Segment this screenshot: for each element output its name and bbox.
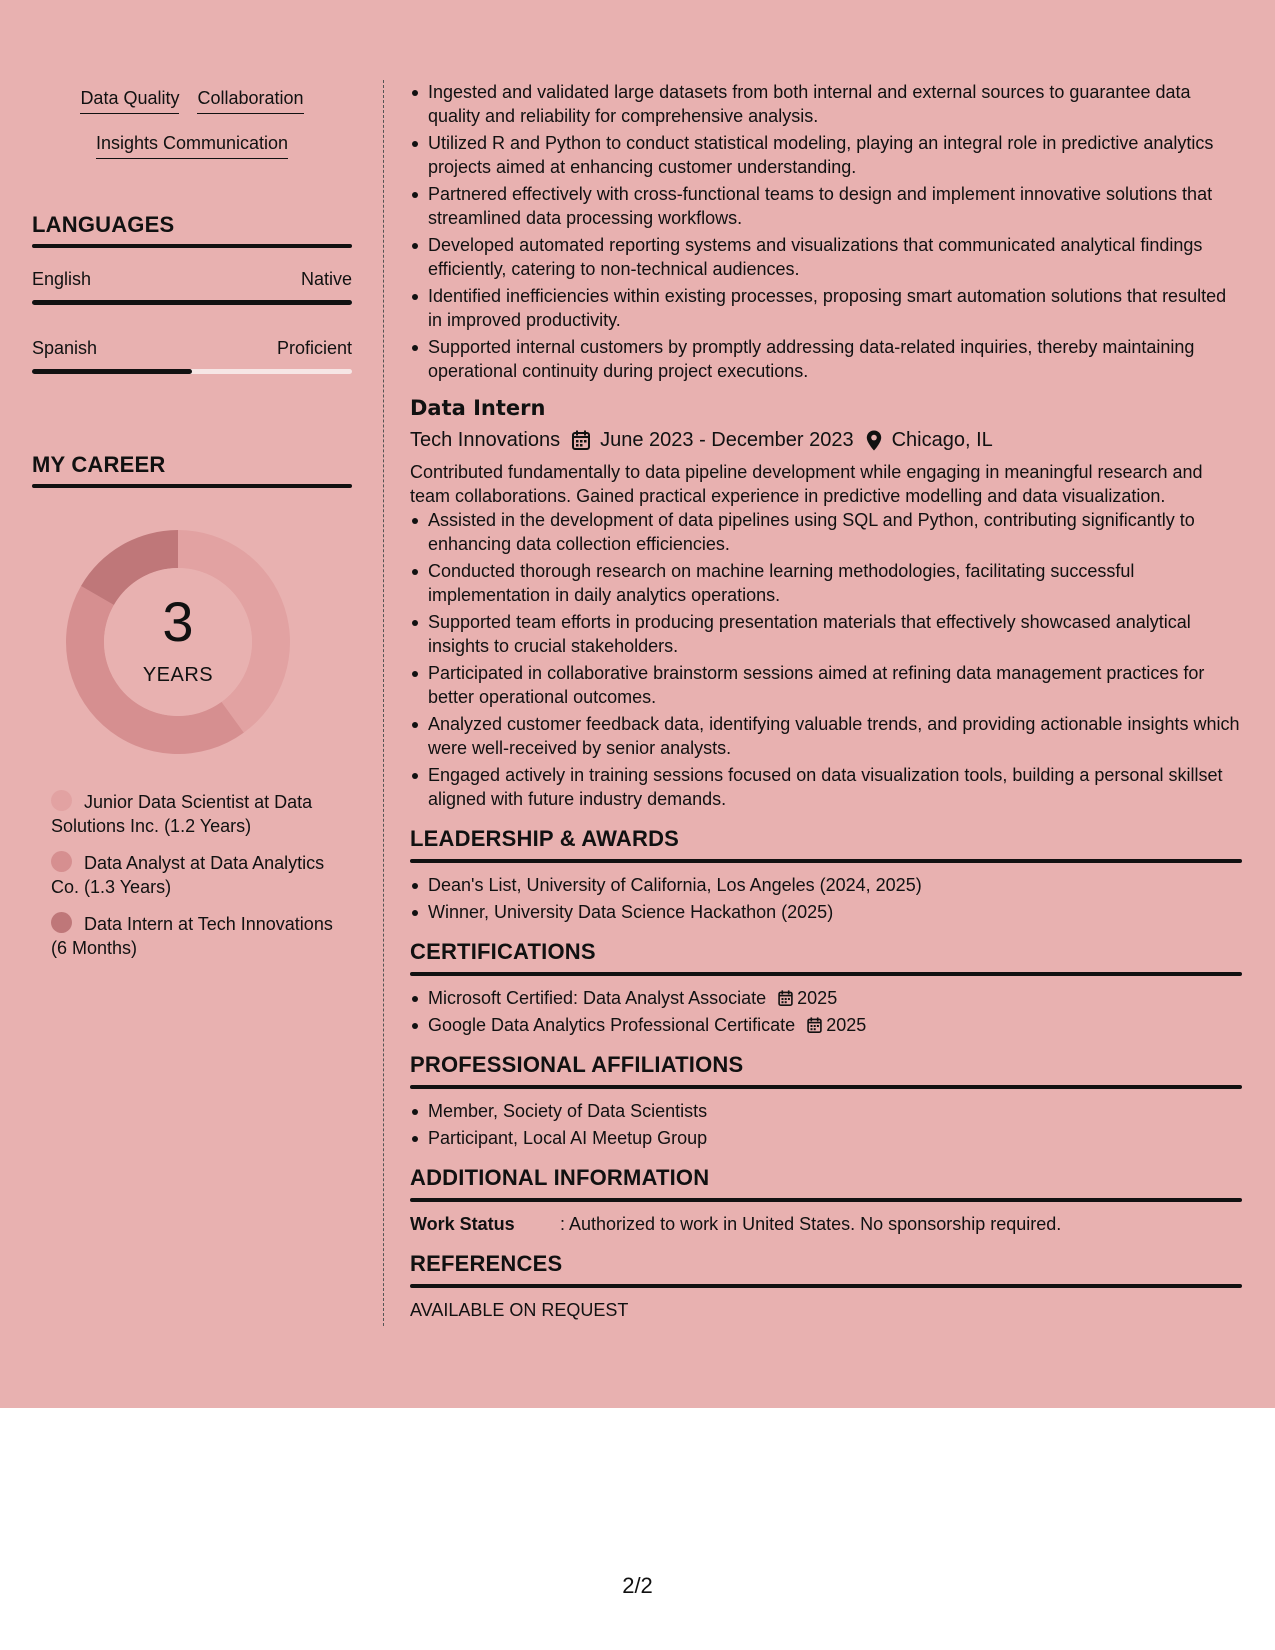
job-bullets — [410, 508, 1242, 811]
career-legend-item — [51, 790, 351, 838]
work-status-value: : Authorized to work in United States. No sponsorship required. — [560, 1214, 1062, 1234]
skills-tags — [32, 86, 352, 176]
certification-name: Google Data Analytics Professional Certificate — [428, 1015, 796, 1035]
certification-year: 2025 — [797, 988, 838, 1008]
job-location: Chicago, IL — [891, 429, 993, 451]
language-level: Native — [300, 269, 352, 289]
skill-tag: Insights Communication — [96, 131, 288, 159]
section-rule — [410, 859, 1242, 863]
leadership-section — [410, 825, 1242, 924]
certification-year: 2025 — [826, 1015, 867, 1035]
certifications-section — [410, 938, 1242, 1037]
career-legend-item — [51, 912, 351, 960]
additional-info-section — [410, 1164, 1242, 1236]
career-section-header — [32, 452, 352, 488]
bullet-item: Utilized R and Python to conduct statistical modeling, playing an integral role in predictive analytics projects aimed at enhancing customer understanding. — [410, 131, 1242, 179]
legend-swatch — [51, 912, 72, 933]
language-bar — [32, 300, 352, 305]
job-title: Data Intern — [410, 396, 546, 420]
bullet-item: Developed automated reporting systems and visualizations that communicated analytical findings efficiently, catering to non-technical audiences. — [410, 233, 1242, 281]
work-status-row — [410, 1212, 1242, 1236]
references-section — [410, 1250, 1242, 1322]
career-total-number: 3 — [162, 590, 194, 653]
calendar-icon — [778, 988, 793, 1004]
bullet-item: Assisted in the development of data pipelines using SQL and Python, contributing significantly to enhancing data collection efficiencies. — [410, 508, 1242, 556]
bullet-item: Engaged actively in training sessions focused on data visualization tools, building a personal skillset aligned with future industry demands. — [410, 763, 1242, 811]
affiliation-item: Member, Society of Data Scientists — [410, 1099, 1242, 1123]
work-status-label: Work Status — [410, 1214, 515, 1234]
previous-job-bullets — [410, 80, 1242, 383]
job-meta — [410, 426, 1242, 454]
section-title: PROFESSIONAL AFFILIATIONS — [410, 1052, 744, 1077]
language-name: Spanish — [32, 338, 98, 358]
job-company: Tech Innovations — [410, 429, 561, 451]
job-dates: June 2023 - December 2023 — [600, 429, 854, 451]
skills-row — [32, 131, 352, 176]
affiliation-item: Participant, Local AI Meetup Group — [410, 1126, 1242, 1150]
section-title: REFERENCES — [410, 1251, 563, 1276]
certification-item — [410, 1013, 1242, 1037]
career-total-unit: YEARS — [142, 664, 214, 686]
legend-label: Junior Data Scientist at Data Solutions Inc. (1.2 Years) — [51, 792, 313, 836]
calendar-icon — [807, 1015, 822, 1031]
skills-row — [32, 86, 352, 131]
section-rule — [410, 1284, 1242, 1288]
section-title: ADDITIONAL INFORMATION — [410, 1165, 710, 1190]
language-bar-fill — [32, 300, 352, 305]
language-bar — [32, 369, 352, 374]
bullet-item: Supported team efforts in producing presentation materials that effectively showcased analytical insights to crucial stakeholders. — [410, 610, 1242, 658]
references-text: AVAILABLE ON REQUEST — [410, 1300, 629, 1320]
section-rule — [410, 1198, 1242, 1202]
main-column — [410, 80, 1242, 1322]
award-item: Dean's List, University of California, Los Angeles (2024, 2025) — [410, 873, 1242, 897]
location-pin-icon — [866, 430, 882, 450]
affiliations-section — [410, 1051, 1242, 1150]
language-item — [32, 337, 352, 374]
certification-name: Microsoft Certified: Data Analyst Associate — [428, 988, 767, 1008]
languages-section-header — [32, 212, 352, 248]
legend-swatch — [51, 851, 72, 872]
bullet-item: Ingested and validated large datasets from both internal and external sources to guarantee data quality and reliability for comprehensive analysis. — [410, 80, 1242, 128]
section-rule — [410, 972, 1242, 976]
language-name: English — [32, 269, 92, 289]
job-description: Contributed fundamentally to data pipeline development while engaging in meaningful research and team collaborations. Gained practical experience in predictive modelling and data visualization. — [410, 462, 1203, 506]
section-title: LEADERSHIP & AWARDS — [410, 826, 680, 851]
section-rule — [32, 244, 352, 248]
column-divider — [383, 80, 384, 1326]
bullet-item: Supported internal customers by promptly addressing data-related inquiries, thereby maintaining operational continuity during project executions. — [410, 335, 1242, 383]
bullet-item: Analyzed customer feedback data, identifying valuable trends, and providing actionable insights which were well-received by senior analysts. — [410, 712, 1242, 760]
legend-label: Data Analyst at Data Analytics Co. (1.3 Years) — [51, 853, 325, 897]
section-title: LANGUAGES — [32, 212, 175, 237]
bullet-item: Partnered effectively with cross-functional teams to design and implement innovative solutions that streamlined data processing workflows. — [410, 182, 1242, 230]
certification-item — [410, 986, 1242, 1010]
section-rule — [410, 1085, 1242, 1089]
award-item: Winner, University Data Science Hackathon (2025) — [410, 900, 1242, 924]
legend-swatch — [51, 790, 72, 811]
section-rule — [32, 484, 352, 488]
skill-tag: Data Quality — [80, 86, 179, 114]
section-title: CERTIFICATIONS — [410, 939, 596, 964]
bullet-item: Participated in collaborative brainstorm sessions aimed at refining data management practices for better operational outcomes. — [410, 661, 1242, 709]
section-title: MY CAREER — [32, 452, 166, 477]
legend-label: Data Intern at Tech Innovations (6 Months) — [51, 914, 333, 958]
bullet-item: Conducted thorough research on machine learning methodologies, facilitating successful implementation in daily analytics operations. — [410, 559, 1242, 607]
bullet-item: Identified inefficiencies within existing processes, proposing smart automation solutions that resulted in improved productivity. — [410, 284, 1242, 332]
page-number: 2/2 — [622, 1573, 653, 1598]
calendar-icon — [572, 430, 590, 450]
career-legend-item — [51, 851, 351, 899]
language-bar-fill — [32, 369, 192, 374]
career-donut-chart — [66, 530, 290, 754]
language-level: Proficient — [276, 338, 352, 358]
language-item — [32, 268, 352, 305]
skill-tag: Collaboration — [197, 86, 303, 114]
